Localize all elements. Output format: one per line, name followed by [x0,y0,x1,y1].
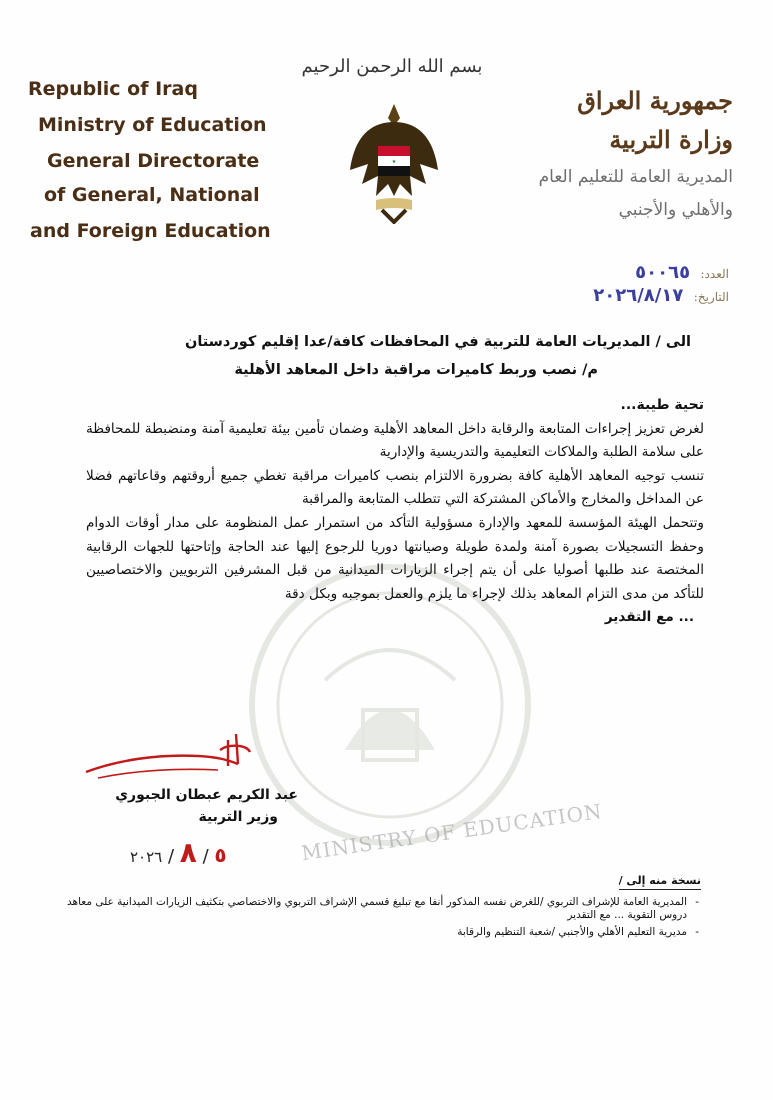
letter-body [86,394,704,630]
closing-line: ... مع التقدير [604,609,694,626]
basmala: بسم الله الرحمن الرحيم [301,56,483,77]
arabic-country: جمهورية العراق [577,86,733,115]
body-paragraph: لغرض تعزيز إجراءات المتابعة والرقابة داخل المعاهد الأهلية وضمان تأمين بيئة تعليمية آمنة ومنضبطة للمحافظة على سلامة الطلبة والملاكات التعليمية والتدريسية والإدارية [86,420,704,461]
signature-month: ٨ [179,836,197,869]
reference-date: ٢٠٢٦/٨/١٧ [593,285,684,306]
letterhead-directorate-line2: of General, National [44,184,260,206]
reference-number: ٥٠٠٦٥ [635,262,691,283]
body-paragraph: تنسب توجيه المعاهد الأهلية كافة بضرورة الالتزام بنصب كاميرات مراقبة تغطي جميع أروقتهم وقاعاتهم فضلا عن المداخل والمخارج والأماكن المشتركة التي تتطلب المتابعة والمراقبة [86,467,704,508]
handwritten-signature [78,720,258,790]
iraq-eagle-emblem-icon [348,100,440,224]
addressee-line: الى / المديريات العامة للتربية في المحافظات كافة/عدا إقليم كوردستان [184,334,691,350]
letterhead-ministry: Ministry of Education [38,114,267,136]
watermark-text: MINISTRY OF EDUCATION [299,798,604,866]
body-paragraph: وتتحمل الهيئة المؤسسة للمعهد والإدارة مسؤولية التأكد من استمرار عمل المنظومة على مدار أوقات الدوام وحفظ التسجيلات بصورة آمنة ولمدة طويلة وصيانتها دوريا للرجوع إليها عند الحاجة وإتاحتها للجهات الرقابية المختصة عند طلبها أصوليا على أن يتم إجراء الزيارات الميدانية من قبل المشرفين التربويين والاختصاصيين للتأكد من مدى التزام المعاهد بذلك لإجراء ما يلزم والعمل بموجبه وبكل دقة [86,514,704,602]
date-label: التاريخ: [693,290,729,304]
signature-date: ٥ / ٨ / ٢٠٢٦ [130,836,227,869]
arabic-letterhead [453,82,733,226]
letterhead-country: Republic of Iraq [28,78,198,100]
reference-number-row [593,262,729,285]
signer-block [88,784,298,828]
copies-title: نسخة منه إلى / [619,874,701,890]
signature-day: ٥ [214,843,227,867]
greeting: تحية طيبة... [620,397,704,413]
number-label: العدد: [700,267,729,281]
list-item: - المديرية العامة للإشراف التربوي /للغرض نفسه المذكور أنفا مع تبليغ قسمي الإشراف التربوي والاختصاصي بتكثيف الزيارات الميدانية على معاهد دروس التقوية ... مع التقدير [52,896,687,923]
subject-line: م/ نصب وربط كاميرات مراقبة داخل المعاهد الأهلية [234,362,598,378]
arabic-ministry: وزارة التربية [609,125,733,154]
reference-date-row [593,285,729,308]
copies-list [52,896,701,940]
copies-section [52,874,701,942]
svg-text:★: ★ [391,159,397,165]
letterhead-directorate-line3: and Foreign Education [30,220,271,242]
signature-year: ٢٠٢٦ [130,848,163,866]
list-item: - مديرية التعليم الأهلي والأجنبي /شعبة التنظيم والرقابة [52,926,687,940]
reference-block [593,262,729,308]
arabic-directorate-line2: والأهلي والأجنبي [618,200,733,220]
arabic-directorate: المديرية العامة للتعليم العام [538,167,733,187]
signer-title: وزير التربية [198,809,278,825]
signer-name: عبد الكريم عبطان الجبوري [115,787,298,803]
letterhead-directorate: General Directorate [47,150,260,172]
